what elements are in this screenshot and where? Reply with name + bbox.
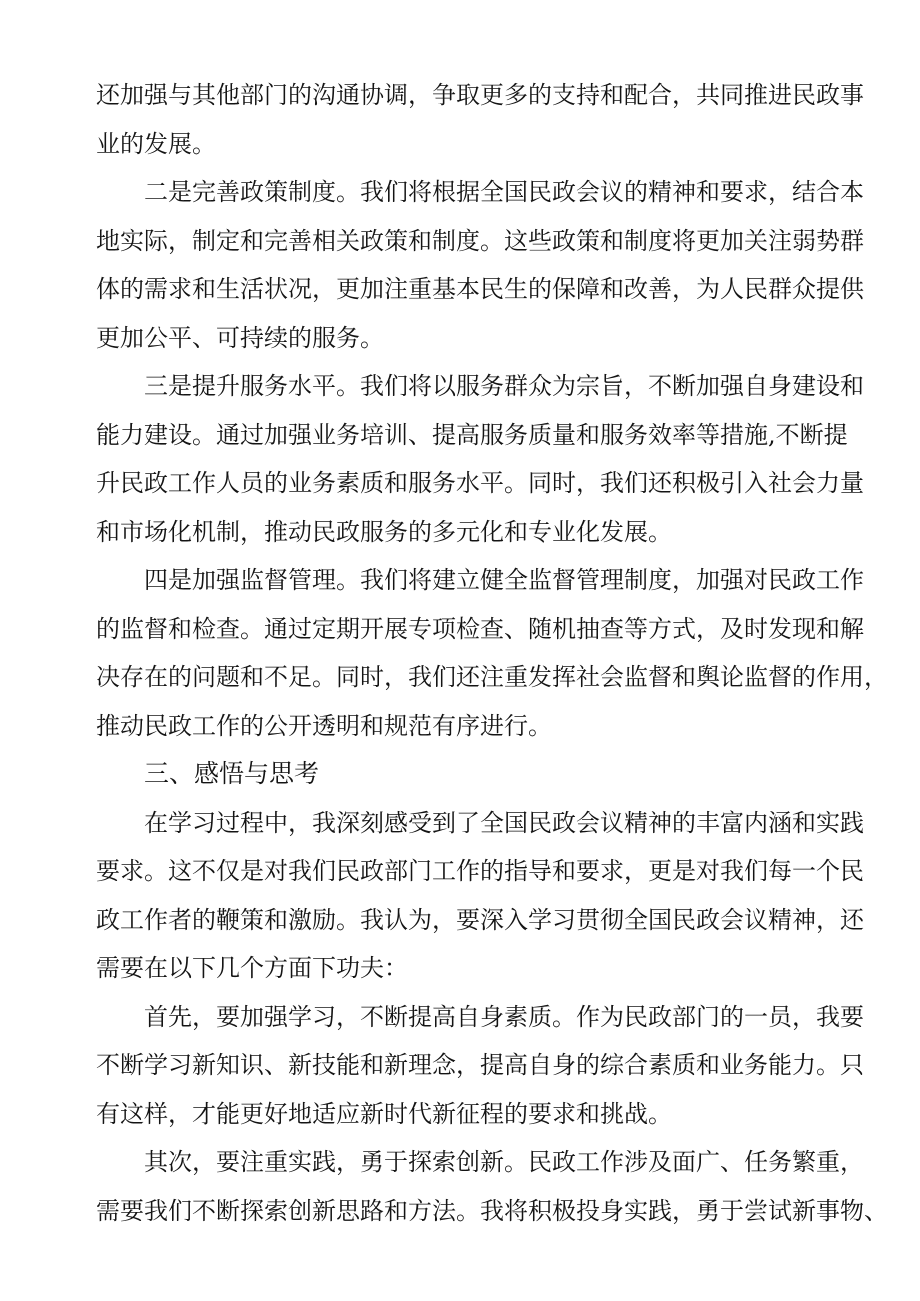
text-line: 有这样，才能更好地适应新时代新征程的要求和挑战。 xyxy=(96,1099,672,1128)
text-line: 不断学习新知识、新技能和新理念，提高自身的综合素质和业务能力。只 xyxy=(96,1051,864,1079)
text-line: 需要在以下几个方面下功夫： xyxy=(96,954,408,982)
text-line: 推动民政工作的公开透明和规范有序进行。 xyxy=(96,711,552,740)
text-line: 四是加强监督管理。我们将建立健全监督管理制度，加强对民政工作 xyxy=(144,566,864,594)
text-line: 二是完善政策制度。我们将根据全国民政会议的精神和要求，结合本 xyxy=(144,178,864,206)
text-line: 升民政工作人员的业务素质和服务水平。同时，我们还积极引入社会力量 xyxy=(96,469,864,497)
text-line: 首先，要加强学习，不断提高自身素质。作为民政部门的一员，我要 xyxy=(144,1002,864,1031)
paragraph-reflection xyxy=(96,808,864,1002)
paragraph-practice xyxy=(96,1147,888,1244)
section-heading: 三、感悟与思考 xyxy=(144,759,320,788)
text-line: 要求。这不仅是对我们民政部门工作的指导和要求，更是对我们每一个民 xyxy=(96,857,864,885)
text-line: 更加公平、可持续的服务。 xyxy=(96,323,384,352)
paragraph-service xyxy=(96,371,864,565)
paragraph-policy xyxy=(96,177,864,371)
text-line: 三是提升服务水平。我们将以服务群众为宗旨，不断加强自身建设和 xyxy=(144,372,864,400)
text-line: 和市场化机制，推动民政服务的多元化和专业化发展。 xyxy=(96,517,672,546)
text-line: 业的发展。 xyxy=(96,129,216,158)
text-line: 决存在的问题和不足。同时，我们还注重发挥社会监督和舆论监督的作用， xyxy=(96,663,888,691)
text-line: 还加强与其他部门的沟通协调，争取更多的支持和配合，共同推进民政事 xyxy=(96,81,864,109)
text-line: 其次，要注重实践，勇于探索创新。民政工作涉及面广、任务繁重， xyxy=(144,1148,864,1176)
text-line: 政工作者的鞭策和激励。我认为，要深入学习贯彻全国民政会议精神，还 xyxy=(96,905,864,934)
paragraph-continuation xyxy=(96,80,864,177)
text-line: 的监督和检查。通过定期开展专项检查、随机抽查等方式，及时发现和解 xyxy=(96,614,864,643)
paragraph-supervision xyxy=(96,565,888,759)
text-line: 需要我们不断探索创新思路和方法。我将积极投身实践，勇于尝试新事物、 xyxy=(96,1196,888,1225)
text-line: 能力建设。通过加强业务培训、提高服务质量和服务效率等措施,不断提 xyxy=(96,420,848,449)
paragraph-study xyxy=(96,1002,864,1148)
text-line: 体的需求和生活状况，更加注重基本民生的保障和改善，为人民群众提供 xyxy=(96,275,864,303)
text-line: 在学习过程中，我深刻感受到了全国民政会议精神的丰富内涵和实践 xyxy=(144,808,864,837)
document-page xyxy=(96,80,888,1244)
text-line: 地实际，制定和完善相关政策和制度。这些政策和制度将更加关注弱势群 xyxy=(96,226,864,255)
